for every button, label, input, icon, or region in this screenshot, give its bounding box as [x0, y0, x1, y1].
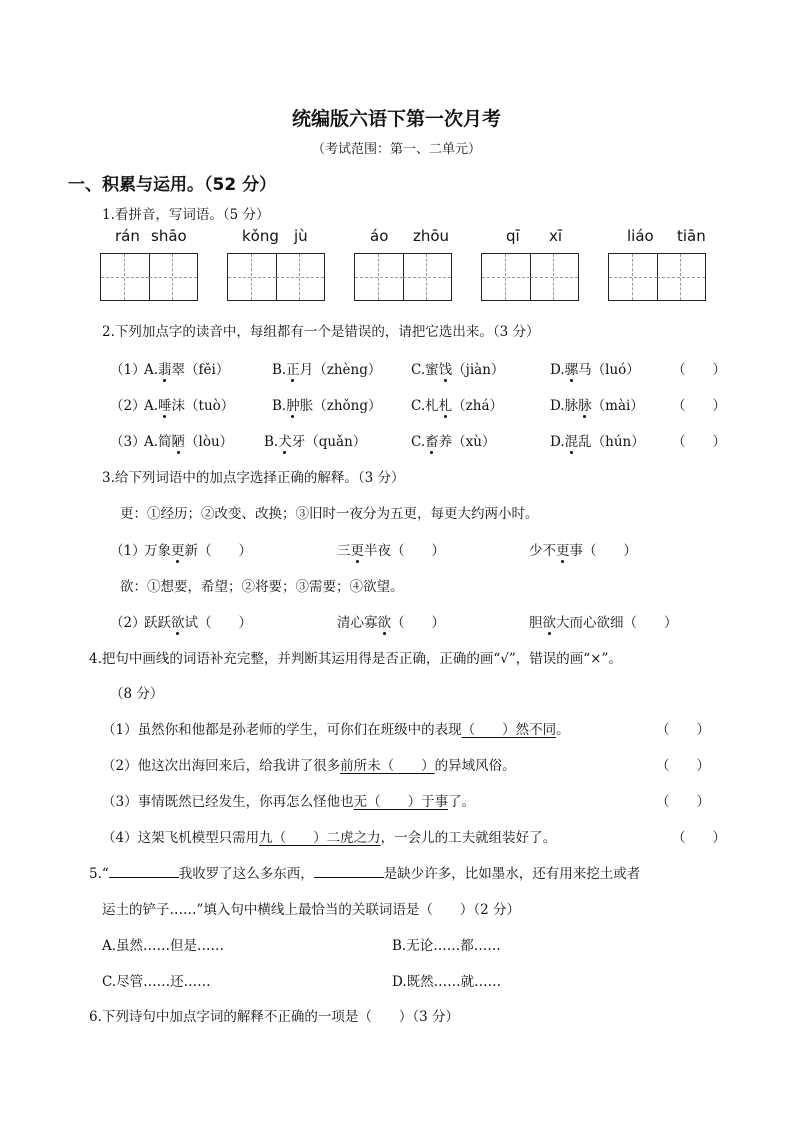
writing-grid[interactable]	[481, 253, 579, 301]
answer-paren[interactable]: （ ）	[672, 362, 726, 378]
q2-option: D.混乱（hún）	[550, 430, 645, 450]
pinyin: qī	[506, 227, 520, 245]
q4-item: （4）这架飞机模型只需用九（ ）二虎之力，一会儿的工夫就组装好了。	[102, 830, 557, 846]
answer-paren[interactable]: （ ）	[672, 830, 726, 846]
pinyin: liáo	[627, 227, 654, 245]
fill-blank[interactable]: 前所未（ ）	[340, 758, 435, 774]
pinyin: tiān	[677, 227, 706, 245]
q2-row-number: （3）	[110, 434, 146, 450]
writing-grid[interactable]	[354, 253, 452, 301]
q4-item: （3）事情既然已经发生，你再怎么怪他也无（ ）于事了。	[102, 794, 476, 810]
writing-grid[interactable]	[227, 253, 325, 301]
answer-paren[interactable]: （ ）	[656, 722, 710, 738]
q2-prompt: 2.下列加点字的读音中，每组都有一个是错误的，请把它选出来。（3 分）	[102, 324, 540, 340]
q3-item: 胆欲大而心欲细（ ）	[529, 611, 678, 631]
answer-paren[interactable]: （ ）	[391, 615, 445, 631]
answer-paren[interactable]: （ ）	[672, 398, 726, 414]
q5-option[interactable]: C.尽管……还……	[102, 974, 211, 990]
q2-option: C.畜养（xù）	[411, 430, 495, 450]
pinyin: xī	[549, 227, 563, 245]
q3-item: 跃跃欲试（ ）	[144, 611, 252, 631]
q3-item: 清心寡欲（ ）	[337, 611, 445, 631]
q2-option: A.简陋（lòu）	[144, 430, 233, 450]
q6-prompt: 6.下列诗句中加点字词的解释不正确的一项是（ ）（3 分）	[89, 1009, 460, 1025]
q2-option: B.犬牙（quǎn）	[264, 430, 366, 450]
answer-paren[interactable]: （ ）	[391, 543, 445, 559]
q5-option[interactable]: B.无论……都……	[392, 938, 501, 954]
q4-points: （8 分）	[110, 686, 164, 702]
writing-grid[interactable]	[608, 253, 706, 301]
q5-option[interactable]: D.既然……就……	[392, 974, 502, 990]
pinyin: shāo	[151, 227, 187, 245]
q2-option: D.骡马（luó）	[550, 358, 640, 378]
exam-title: 统编版六语下第一次月考	[291, 108, 501, 130]
exam-subtitle: （考试范围：第一、二单元）	[311, 142, 481, 157]
pinyin: rán	[115, 227, 140, 245]
answer-paren[interactable]: （ ）	[623, 615, 678, 631]
q1-prompt: 1.看拼音，写词语。（5 分）	[102, 207, 270, 223]
answer-paren[interactable]: （ ）	[672, 434, 726, 450]
q3-definition: 欲：①想要，希望；②将要；③需要；④欲望。	[120, 579, 404, 595]
answer-paren[interactable]: （ ）	[583, 543, 637, 559]
fill-blank[interactable]: 九（ ）二虎之力	[259, 830, 381, 846]
q3-row-number: （2）	[110, 615, 146, 631]
q4-item: （1）虽然你和他都是孙老师的学生，可你们在班级中的表现（ ）然不同。	[102, 722, 570, 738]
q2-option: B.肿胀（zhǒng）	[272, 394, 382, 414]
q2-row-number: （1）	[110, 362, 146, 378]
q5-option[interactable]: A.虽然……但是……	[102, 938, 225, 954]
answer-paren[interactable]: （ ）	[656, 758, 710, 774]
pinyin: zhōu	[413, 227, 450, 245]
q2-option: C.札札（zhá）	[411, 394, 503, 414]
answer-paren[interactable]: （ ）	[198, 543, 252, 559]
q3-item: 三更半夜（ ）	[337, 539, 445, 559]
q2-option: A.唾沫（tuò）	[144, 394, 234, 414]
answer-paren[interactable]: （ ）	[198, 615, 252, 631]
fill-blank[interactable]: 无（ ）于事	[353, 794, 449, 810]
fill-blank[interactable]	[109, 863, 179, 878]
q3-prompt: 3.给下列词语中的加点字选择正确的解释。（3 分）	[102, 470, 405, 486]
q2-option: D.脉脉（mài）	[550, 394, 644, 414]
pinyin: jù	[294, 227, 308, 245]
q2-option: A.翡翠（fěi）	[144, 358, 229, 378]
q3-item: 少不更事（ ）	[529, 539, 637, 559]
q2-option: B.正月（zhèng）	[272, 358, 381, 378]
pinyin: kǒng	[242, 227, 279, 245]
fill-blank[interactable]	[314, 863, 384, 878]
q3-definition: 更：①经历；②改变、改换；③旧时一夜分为五更，每更大约两小时。	[120, 506, 539, 522]
pinyin: áo	[370, 227, 389, 245]
q2-option: C.蜜饯（jiàn）	[411, 358, 504, 378]
section-title: 一、积累与运用。（52 分）	[68, 175, 277, 195]
q4-item: （2）他这次出海回来后，给我讲了很多前所未（ ）的异域风俗。	[102, 758, 516, 774]
q5-line2: 运土的铲子……”填入句中横线上最恰当的关联词语是（ ）（2 分）	[102, 902, 521, 918]
answer-paren[interactable]: （ ）	[656, 794, 710, 810]
q4-prompt: 4.把句中画线的词语补充完整，并判断其运用得是否正确，正确的画“√”，错误的画“×”。	[89, 651, 622, 667]
fill-blank[interactable]: （ ）然不同	[461, 722, 557, 738]
q5-line1: 5.“ 我收罗了这么多东西， 是缺少许多，比如墨水，还有用来挖土或者	[89, 862, 640, 882]
writing-grid[interactable]	[100, 253, 198, 301]
q3-item: 万象更新（ ）	[144, 539, 252, 559]
q3-row-number: （1）	[110, 543, 146, 559]
q2-row-number: （2）	[110, 398, 146, 414]
